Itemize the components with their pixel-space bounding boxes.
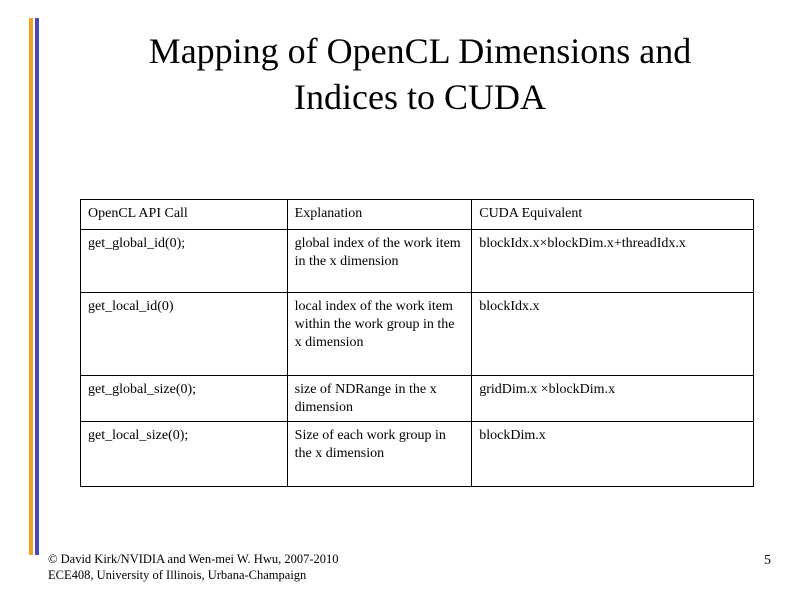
page-number: 5 <box>764 553 771 568</box>
cell-cuda-equivalent: blockIdx.x×blockDim.x+threadIdx.x <box>472 230 754 293</box>
table-header-row <box>81 200 754 230</box>
footer-line-1: © David Kirk/NVIDIA and Wen-mei W. Hwu, 2007-2010 <box>48 552 339 566</box>
cell-cuda-equivalent: blockDim.x <box>472 422 754 487</box>
slide-title-line-2: Indices to CUDA <box>294 77 546 117</box>
table-row <box>81 230 754 293</box>
cell-explanation: local index of the work item within the work group in the x dimension <box>287 293 472 376</box>
slide-title-line-1: Mapping of OpenCL Dimensions and <box>148 31 692 71</box>
cell-cuda-equivalent: blockIdx.x <box>472 293 754 376</box>
cell-explanation: size of NDRange in the x dimension <box>287 376 472 422</box>
table-row <box>81 376 754 422</box>
slide-title <box>60 28 780 120</box>
cell-api-call: get_global_id(0); <box>81 230 288 293</box>
footer-line-2: ECE408, University of Illinois, Urbana-Champaign <box>48 568 307 582</box>
header-api-call: OpenCL API Call <box>81 200 288 230</box>
accent-bar-blue <box>35 18 39 555</box>
cell-api-call: get_global_size(0); <box>81 376 288 422</box>
cell-api-call: get_local_size(0); <box>81 422 288 487</box>
table-row <box>81 293 754 376</box>
cell-api-call: get_local_id(0) <box>81 293 288 376</box>
header-explanation: Explanation <box>287 200 472 230</box>
accent-bar-orange <box>29 18 33 555</box>
mapping-table <box>80 199 754 487</box>
cell-explanation: Size of each work group in the x dimension <box>287 422 472 487</box>
cell-explanation: global index of the work item in the x dimension <box>287 230 472 293</box>
footer-credits <box>48 551 339 583</box>
cell-cuda-equivalent: gridDim.x ×blockDim.x <box>472 376 754 422</box>
table-row <box>81 422 754 487</box>
header-cuda-equivalent: CUDA Equivalent <box>472 200 754 230</box>
